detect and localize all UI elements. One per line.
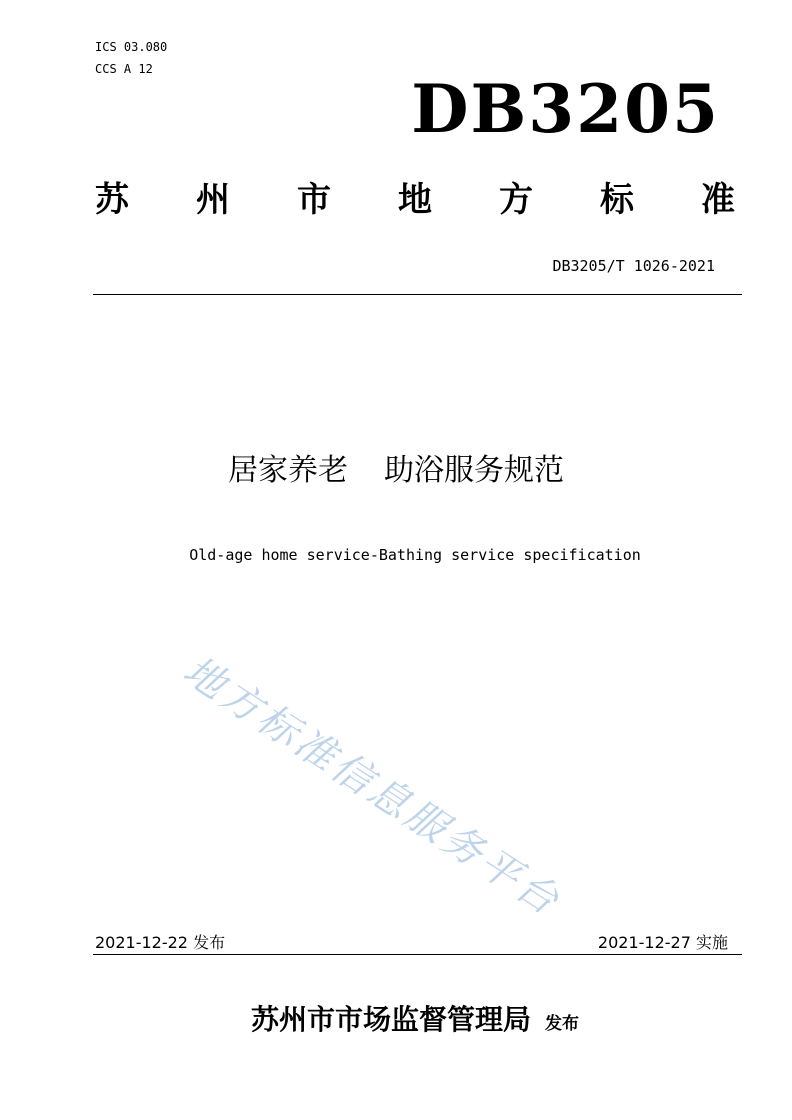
ics-code: ICS 03.080 [95, 40, 168, 54]
document-title-en: Old-age home service-Bathing service specification [189, 546, 641, 564]
db-code-logo: DB3205 [411, 70, 720, 148]
footer-divider [93, 954, 742, 955]
implement-date: 2021-12-27 实施 [597, 933, 728, 952]
standard-type-char: 市 [297, 180, 331, 220]
standard-type-heading [95, 172, 735, 221]
issuing-organization: 苏州市市场监督管理局 [250, 1003, 531, 1036]
standard-number: DB3205/T 1026-2021 [552, 257, 715, 275]
standard-type-char: 方 [499, 180, 533, 220]
standard-type-char: 地 [398, 180, 432, 220]
standard-type-char: 州 [196, 180, 230, 220]
issue-action: 发布 [545, 1014, 579, 1034]
standard-type-char: 标 [600, 180, 634, 220]
issuer-line [0, 998, 792, 1038]
title-part-1: 居家养老 [228, 453, 348, 488]
header-divider [93, 294, 742, 295]
standard-type-char: 准 [701, 180, 735, 220]
standard-type-char: 苏 [95, 180, 129, 220]
title-part-2: 助浴服务规范 [384, 453, 564, 488]
watermark: 地方标准信息服务平台 [175, 647, 570, 926]
document-title-cn [0, 445, 792, 489]
ccs-code: CCS A 12 [95, 62, 153, 76]
publish-date: 2021-12-22 发布 [95, 933, 226, 952]
